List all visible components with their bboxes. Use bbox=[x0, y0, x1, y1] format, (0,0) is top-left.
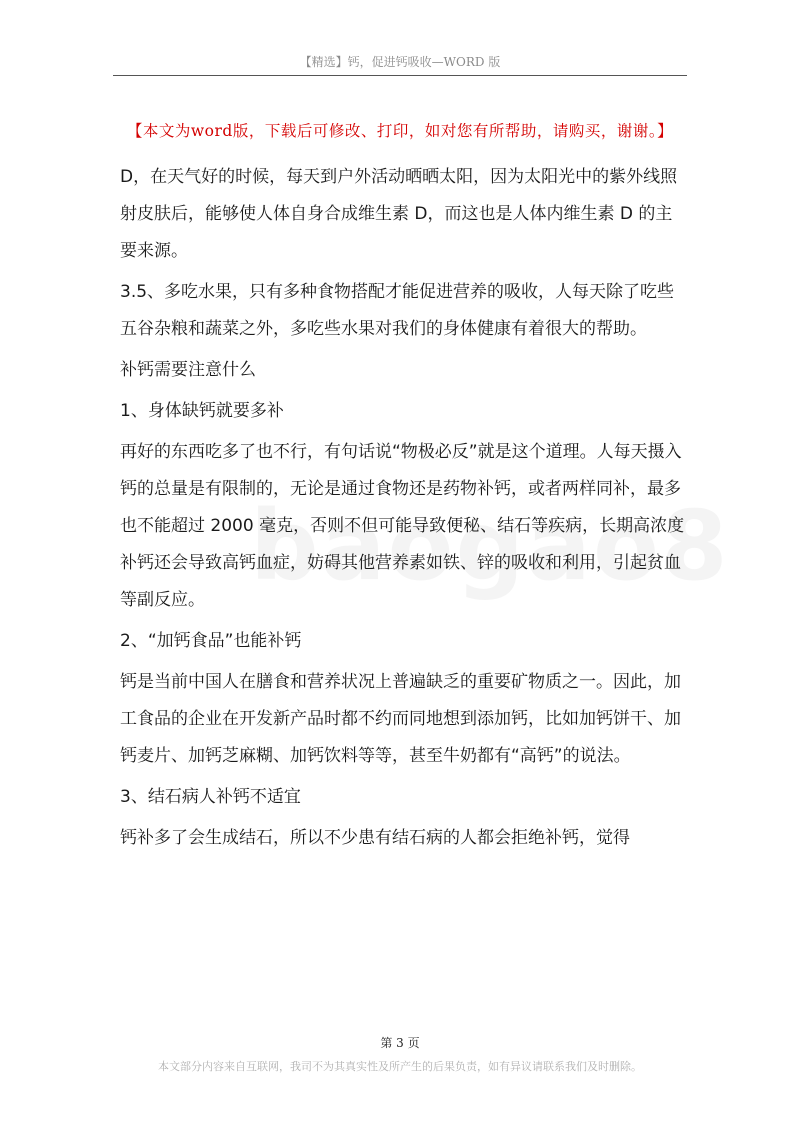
paragraph-stones: 钙补多了会生成结石，所以不少患有结石病的人都会拒绝补钙，觉得 bbox=[120, 828, 630, 848]
paragraph-fruit: 3.5、多吃水果，只有多种食物搭配才能促进营养的吸收，人每天除了吃些五谷杂粮和蔬菜之外，多吃些水果对我们的身体健康有着很大的帮助。 bbox=[120, 282, 675, 339]
paragraph-vitamin-d: D，在天气好的时候，每天到户外活动晒晒太阳，因为太阳光中的紫外线照射皮肤后，能够使人体自身合成维生素 D，而这也是人体内维生素 D 的主要来源。 bbox=[120, 167, 678, 261]
subheading-2: 2、“加钙食品”也能补钙 bbox=[120, 631, 302, 651]
header-title: 【精选】钙，促进钙吸收—WORD 版 bbox=[299, 55, 501, 69]
section-heading: 补钙需要注意什么 bbox=[120, 360, 256, 380]
paragraph-fortified: 钙是当前中国人在膳食和营养状况上普遍缺乏的重要矿物质之一。因此，加工食品的企业在开发新产品时都不约而同地想到添加钙，比如加钙饼干、加钙麦片、加钙芝麻糊、加钙饮料等等，甚至牛奶都有“高钙”的说法。 bbox=[120, 672, 681, 766]
page-number: 第 3 页 bbox=[380, 1036, 420, 1050]
footer-disclaimer: 本文部分内容来自互联网，我司不为其真实性及所产生的后果负责，如有异议请联系我们及时删除。 bbox=[158, 1060, 642, 1073]
paragraph-limit: 再好的东西吃多了也不行，有句话说“物极必反”就是这个道理。人每天摄入钙的总量是有限制的，无论是通过食物还是药物补钙，或者两样同补，最多也不能超过 2000 毫克，否则不但可能导致便秘、结石等疾病，长期高浓度补钙还会导致高钙血症，妨碍其他营养素如铁、锌的吸收和利用，引起贫血等副反应。 bbox=[120, 442, 685, 610]
download-notice: 【本文为word版，下载后可修改、打印，如对您有所帮助，请购买，谢谢。】 bbox=[126, 122, 674, 140]
subheading-1: 1、身体缺钙就要多补 bbox=[120, 401, 284, 421]
header-divider bbox=[113, 75, 687, 76]
subheading-3: 3、结石病人补钙不适宜 bbox=[120, 787, 301, 807]
document-body bbox=[120, 159, 685, 857]
